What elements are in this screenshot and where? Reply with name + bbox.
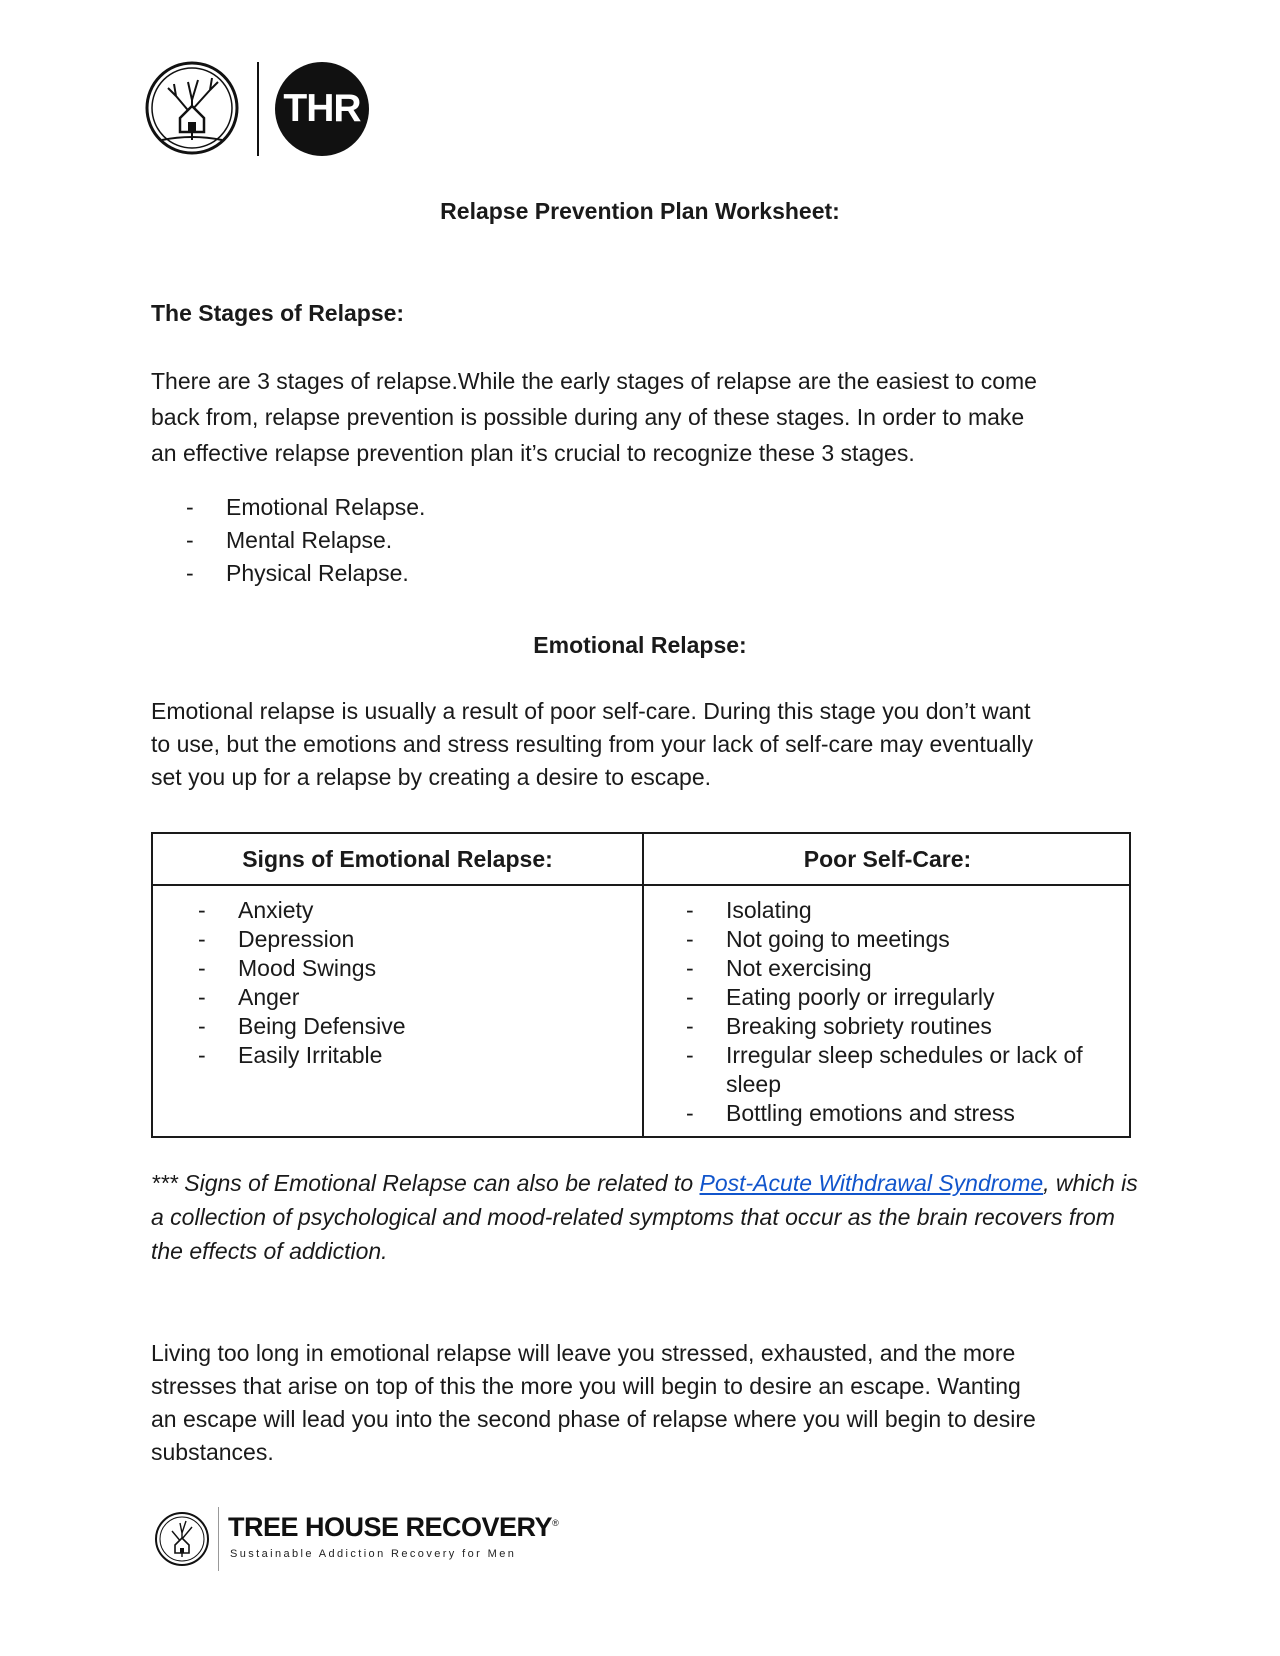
cell-text: Irregular sleep schedules or lack of sleep (726, 1042, 1083, 1097)
footer-tree-house-icon (154, 1511, 210, 1567)
cell-text: Isolating (726, 897, 812, 923)
table-row: - Anxiety (198, 897, 314, 923)
page-title: Relapse Prevention Plan Worksheet: (440, 198, 840, 224)
tree-house-logo-icon (144, 60, 240, 156)
logo-divider (257, 62, 259, 156)
emotional-paragraph (151, 695, 1141, 794)
table-header-self-care: Poor Self-Care: (803, 846, 972, 872)
cell-text: Bottling emotions and stress (726, 1100, 1015, 1126)
list-item: - Mental Relapse. (186, 527, 425, 560)
footer-tagline: Sustainable Addiction Recovery for Men (230, 1548, 517, 1560)
closing-line: Living too long in emotional relapse will leave you stressed, exhausted, and the more (151, 1340, 1016, 1366)
list-item-label: Mental Relapse. (226, 527, 393, 553)
footer-divider (218, 1507, 219, 1571)
cell-text: Not going to meetings (726, 926, 950, 952)
table-row: - Bottling emotions and stress (686, 1100, 1015, 1126)
stages-list (186, 494, 425, 593)
table-row: - Isolating (686, 897, 812, 923)
footer-brand (228, 1512, 558, 1543)
note-prefix: *** Signs of Emotional Relapse can also be related to (151, 1170, 700, 1196)
cell-text: Eating poorly or irregularly (726, 984, 995, 1010)
table-row: - Irregular sleep schedules or lack of sleep (686, 1041, 1116, 1099)
cell-text: Breaking sobriety routines (726, 1013, 992, 1039)
table-row: - Eating poorly or irregularly (686, 984, 995, 1010)
signs-list (198, 896, 618, 1070)
cell-text: Anxiety (238, 897, 314, 923)
list-item: - Physical Relapse. (186, 560, 425, 593)
table-header-divider (153, 884, 1129, 886)
intro-paragraph (151, 363, 1141, 471)
paws-link[interactable]: Post-Acute Withdrawal Syndrome (699, 1170, 1044, 1196)
closing-line: an escape will lead you into the second phase of relapse where you will begin to desire (151, 1406, 1036, 1432)
emotional-relapse-heading: Emotional Relapse: (533, 632, 747, 658)
table-row: - Breaking sobriety routines (686, 1013, 992, 1039)
cell-text: Anger (238, 984, 300, 1010)
intro-line: back from, relapse prevention is possible during any of these stages. In order to make (151, 404, 1025, 430)
thr-badge: THR (275, 62, 369, 156)
emotional-line: set you up for a relapse by creating a desire to escape. (151, 764, 711, 790)
emotional-line: Emotional relapse is usually a result of poor self-care. During this stage you don’t want (151, 698, 1031, 724)
note-suffix: , which is a collection of psychological and mood-related symptoms that occur as the brain recovers from the effects of addiction. (151, 1170, 1138, 1264)
cell-text: Depression (238, 926, 355, 952)
table-row: - Mood Swings (198, 955, 377, 981)
table-row: - Anger (198, 984, 300, 1010)
registered-mark: ® (552, 1518, 559, 1528)
intro-line: There are 3 stages of relapse.While the early stages of relapse are the easiest to come (151, 368, 1037, 394)
cell-text: Easily Irritable (238, 1042, 383, 1068)
signs-table (151, 832, 1131, 1138)
table-row: - Depression (198, 926, 355, 952)
list-item-label: Physical Relapse. (226, 560, 409, 586)
emotional-line: to use, but the emotions and stress resulting from your lack of self-care may eventually (151, 731, 1034, 757)
self-care-list (686, 896, 1116, 1128)
table-column-divider (642, 834, 644, 1136)
cell-text: Being Defensive (238, 1013, 406, 1039)
footer-brand-text: TREE HOUSE RECOVERY (228, 1512, 553, 1542)
table-row: - Being Defensive (198, 1013, 406, 1039)
stages-heading: The Stages of Relapse: (151, 300, 405, 326)
table-row: - Not exercising (686, 955, 872, 981)
list-item-label: Emotional Relapse. (226, 494, 426, 520)
cell-text: Not exercising (726, 955, 872, 981)
intro-line: an effective relapse prevention plan it’s crucial to recognize these 3 stages. (151, 440, 915, 466)
list-item: - Emotional Relapse. (186, 494, 425, 527)
paws-note (151, 1166, 1141, 1268)
closing-paragraph (151, 1337, 1141, 1469)
cell-text: Mood Swings (238, 955, 377, 981)
closing-line: substances. (151, 1439, 274, 1465)
table-row: - Easily Irritable (198, 1042, 383, 1068)
closing-line: stresses that arise on top of this the more you will begin to desire an escape. Wanting (151, 1373, 1021, 1399)
table-header-signs: Signs of Emotional Relapse: (242, 846, 553, 872)
table-row: - Not going to meetings (686, 926, 950, 952)
